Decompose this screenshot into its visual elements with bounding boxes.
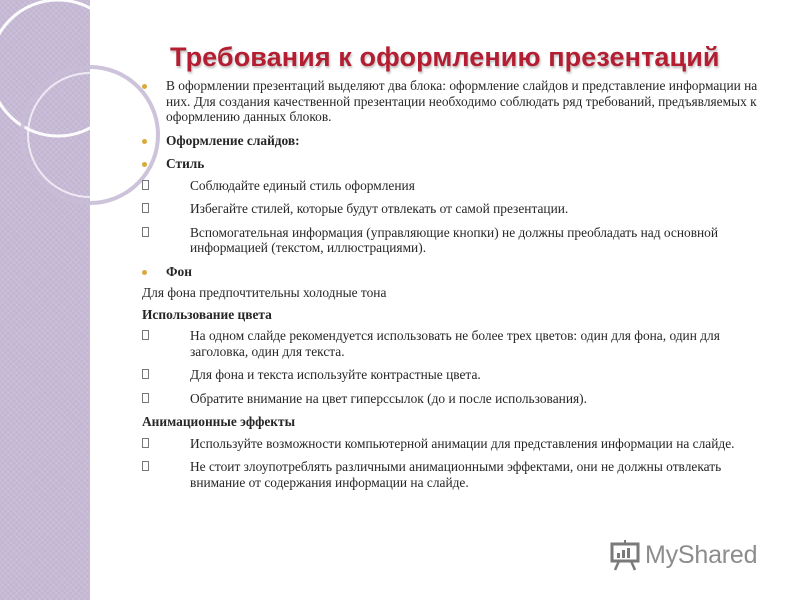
- list-item: [142, 178, 762, 194]
- checkbox-icon: [142, 203, 149, 213]
- color-heading: Использование цвета: [142, 306, 272, 322]
- list-item-text: Используйте возможности компьютерной анимации для представления информации на слайде.: [190, 435, 735, 451]
- bullet-icon: [142, 270, 147, 275]
- bullet-icon: [142, 139, 147, 144]
- list-item-text: Вспомогательная информация (управляющие кнопки) не должны преобладать над основной информацией (текстом, иллюстрациями).: [190, 224, 719, 255]
- bullet-icon: [142, 84, 147, 89]
- checkbox-icon: [142, 438, 149, 448]
- background-heading: Фон: [166, 263, 192, 279]
- list-item-text: Соблюдайте единый стиль оформления: [190, 177, 415, 193]
- slides-heading: Оформление слайдов:: [166, 132, 300, 148]
- list-item-text: Обратите внимание на цвет гиперссылок (до и после использования).: [190, 390, 587, 406]
- presentation-board-icon: [608, 538, 642, 572]
- myshared-logo-text: MyShared: [645, 540, 758, 569]
- intro-item: [142, 78, 762, 125]
- intro-text: В оформлении презентаций выделяют два блока: оформление слайдов и представление информации на них. Для создания качественной презентации необходимо соблюдать ряд требований, предъявляемых к оформлению данных блоков.: [166, 78, 758, 124]
- list-item: [142, 225, 762, 256]
- list-item: [142, 201, 762, 217]
- slide-content: [142, 78, 762, 498]
- animation-heading: Анимационные эффекты: [142, 414, 296, 429]
- list-item: [142, 459, 762, 490]
- list-item-text: Для фона и текста используйте контрастные цвета.: [190, 367, 481, 382]
- list-item: [142, 328, 762, 359]
- checkbox-icon: [142, 461, 149, 471]
- slides-heading-item: [142, 133, 762, 149]
- list-item-text: Избегайте стилей, которые будут отвлекать от самой презентации.: [190, 201, 569, 216]
- list-item: [142, 436, 762, 452]
- style-heading-item: [142, 156, 762, 172]
- style-heading: Стиль: [166, 156, 205, 171]
- list-item: [142, 367, 762, 383]
- bullet-icon: [142, 162, 147, 167]
- checkbox-icon: [142, 330, 149, 340]
- background-heading-item: [142, 264, 762, 280]
- list-item-text: На одном слайде рекомендуется использовать не более трех цветов: один для фона, один для заголовка, один для текста.: [190, 328, 720, 359]
- background-text: Для фона предпочтительны холодные тона: [142, 285, 387, 300]
- checkbox-icon: [142, 180, 149, 190]
- checkbox-icon: [142, 369, 149, 379]
- list-item: [142, 391, 762, 407]
- myshared-logo[interactable]: [608, 537, 757, 573]
- slide-title: Требования к оформлению презентаций: [170, 42, 720, 72]
- list-item-text: Не стоит злоупотреблять различными анимационными эффектами, они не должны отвлекать внимание от содержания информации на слайде.: [190, 459, 722, 490]
- checkbox-icon: [142, 393, 149, 403]
- checkbox-icon: [142, 227, 149, 237]
